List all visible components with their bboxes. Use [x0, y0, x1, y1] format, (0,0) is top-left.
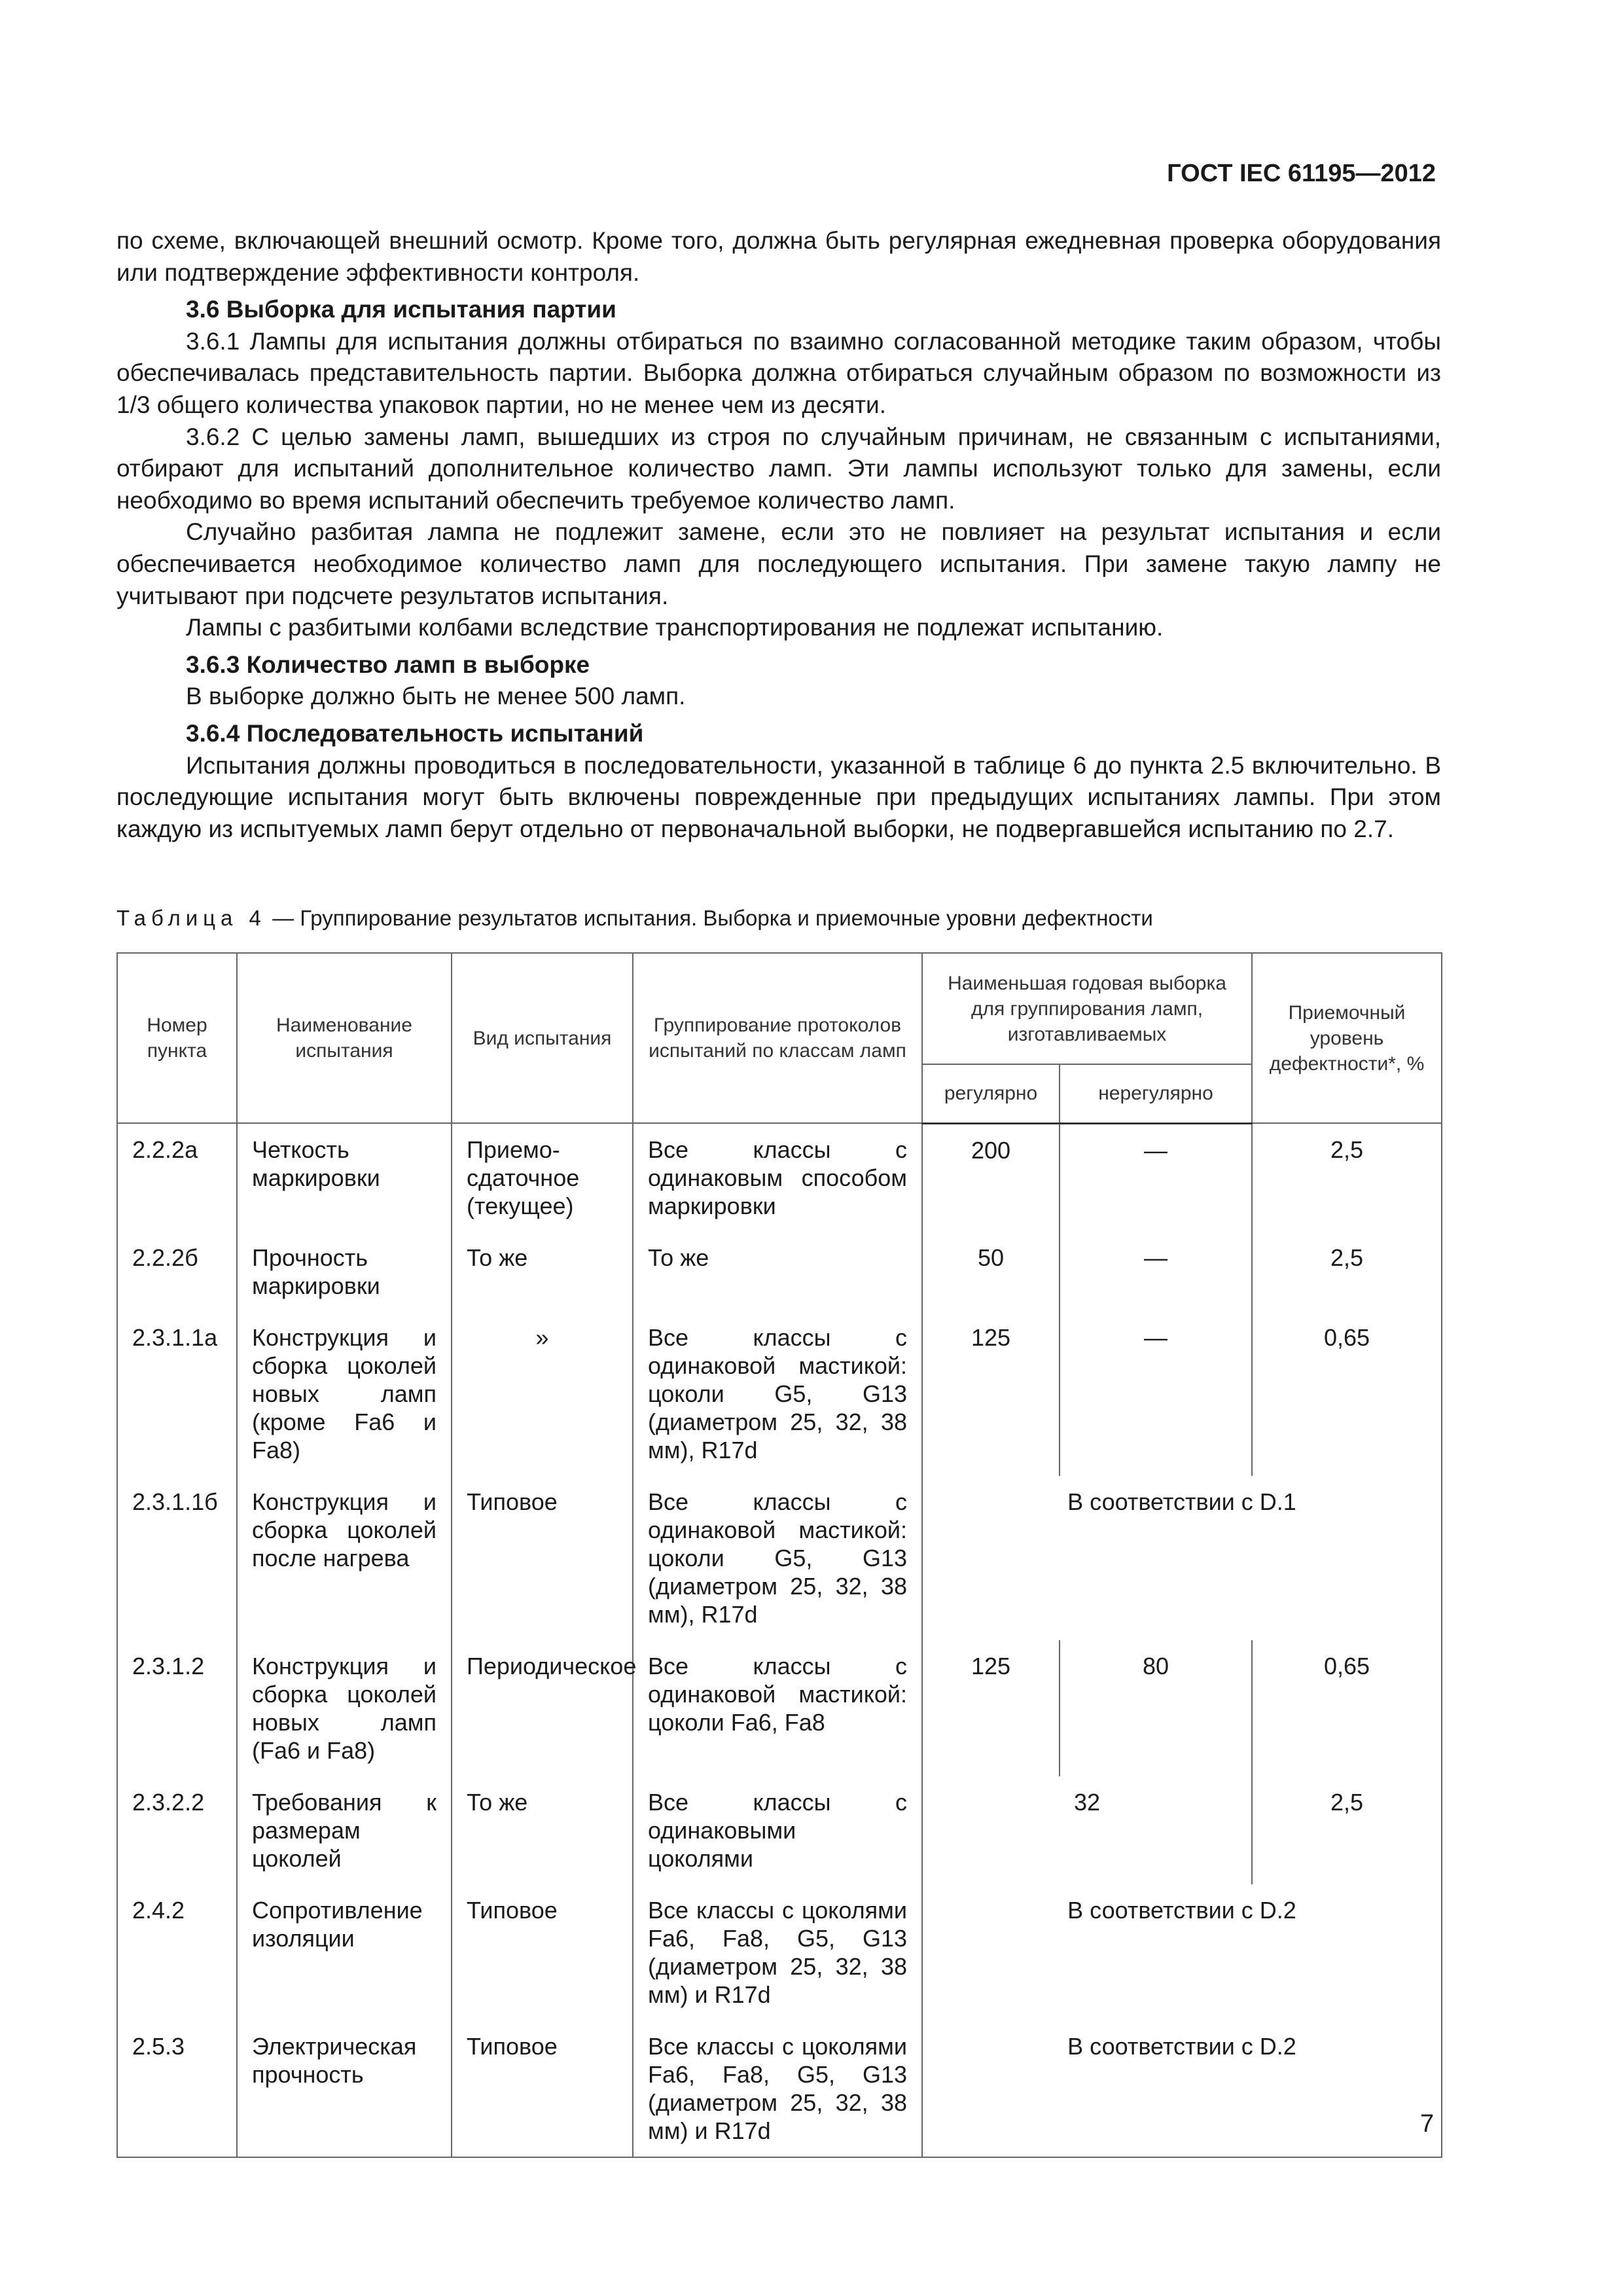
cell-regular: 50 [922, 1232, 1060, 1312]
cell-num: 2.4.2 [117, 1884, 237, 2020]
cell-group: Все классы с цоколями Fa6, Fa8, G5, G13 (диаметром 25, 32, 38 мм) и R17d [633, 2020, 922, 2157]
table-row [117, 1776, 1442, 1884]
cell-level: 2,5 [1252, 1776, 1442, 1884]
section-heading-3-6: 3.6 Выборка для испытания партии [186, 296, 616, 323]
cell-num: 2.3.1.2 [117, 1640, 237, 1776]
cell-num: 2.3.1.1б [117, 1476, 237, 1640]
table-caption-label: Таблица 4 [116, 906, 266, 930]
cell-type: Типовое [452, 1476, 633, 1640]
header-irregular: нерегулярно [1060, 1064, 1252, 1123]
cell-group: Все классы с одинаковой мастикой: цоколи G5, G13 (диаметром 25, 32, 38 мм), R17d [633, 1312, 922, 1476]
cell-sample: 32 [922, 1776, 1252, 1884]
cell-type: То же [452, 1232, 633, 1312]
cell-name: Конструкция и сборка цоколей после нагрева [237, 1476, 452, 1640]
cell-level: 2,5 [1252, 1123, 1442, 1232]
table-row [117, 1476, 1442, 1640]
paragraph-3-6-4: Испытания должны проводиться в последовательности, указанной в таблице 6 до пункта 2.5 включительно. В последующие испытания могут быть включены поврежденные при предыдущих испытаниях лампы. При этом каждую из испытуемых ламп берут отдельно от первоначальной выборки, не подвергавшейся испытанию по 2.7. [116, 751, 1441, 842]
cell-group: Все классы с одинаковой мастикой: цоколи G5, G13 (диаметром 25, 32, 38 мм), R17d [633, 1476, 922, 1640]
cell-num: 2.2.2а [117, 1123, 237, 1232]
header-sample: Наименьшая годовая выборка для группирования ламп, изготавливаемых [922, 953, 1252, 1064]
cell-name: Сопротивление изоляции [237, 1884, 452, 2020]
cell-group: Все классы с одинаковым способом маркировки [633, 1123, 922, 1232]
cell-merged-note: В соответствии с D.2 [922, 1884, 1442, 2020]
header-group: Группирование протоколов испытаний по классам ламп [633, 953, 922, 1123]
cell-name: Конструкция и сборка цоколей новых ламп (Fa6 и Fa8) [237, 1640, 452, 1776]
cell-name: Электрическая прочность [237, 2020, 452, 2157]
cell-level: 0,65 [1252, 1640, 1442, 1776]
cell-regular: 125 [922, 1312, 1060, 1476]
paragraph-3-6-2: 3.6.2 С целью замены ламп, вышедших из строя по случайным причинам, не связанным с испытаниями, отбирают для испытаний дополнительное количество ламп. Эти лампы используют только для замены, если необходимо во время испытаний обеспечить требуемое количество ламп. [116, 423, 1441, 514]
cell-name: Конструкция и сборка цоколей новых ламп (кроме Fa6 и Fa8) [237, 1312, 452, 1476]
cell-group: Все классы с одинаковой мастикой: цоколи Fa6, Fa8 [633, 1640, 922, 1776]
cell-irregular: — [1060, 1232, 1252, 1312]
cell-type: » [452, 1312, 633, 1476]
cell-name: Четкость маркировки [237, 1123, 452, 1232]
cell-group: То же [633, 1232, 922, 1312]
cell-num: 2.5.3 [117, 2020, 237, 2157]
cell-type: Периодическое [452, 1640, 633, 1776]
cell-irregular: 80 [1060, 1640, 1252, 1776]
table-row [117, 1232, 1442, 1312]
table-row [117, 1123, 1442, 1232]
paragraph-broken-lamp: Случайно разбитая лампа не подлежит замене, если это не повлияет на результат испытания и если обеспечивается необходимое количество ламп для последующего испытания. При замене такую лампу не учитывают при подсчете результатов испытания. [116, 518, 1441, 609]
cell-merged-note: В соответствии с D.1 [922, 1476, 1442, 1640]
section-heading-3-6-3: 3.6.3 Количество ламп в выборке [186, 651, 590, 678]
header-name: Наименование испытания [237, 953, 452, 1123]
cell-type: Типовое [452, 2020, 633, 2157]
cell-irregular: — [1060, 1123, 1252, 1232]
body-text [116, 225, 1441, 845]
paragraph-continuation: по схеме, включающей внешний осмотр. Кроме того, должна быть регулярная ежедневная проверка оборудования или подтверждение эффективности контроля. [116, 227, 1441, 286]
table-caption-text: — Группирование результатов испытания. Выборка и приемочные уровни дефектности [266, 906, 1153, 930]
header-regular: регулярно [922, 1064, 1060, 1123]
cell-type: То же [452, 1776, 633, 1884]
table-row [117, 1884, 1442, 2020]
header-type: Вид испытания [452, 953, 633, 1123]
header-level: Приемочный уровень дефектности*, % [1252, 953, 1442, 1123]
cell-regular: 125 [922, 1640, 1060, 1776]
paragraph-3-6-1: 3.6.1 Лампы для испытания должны отбираться по взаимно согласованной методике таким образом, чтобы обеспечивалась представительность партии. Выборка должна отбираться случайным образом по возможности из 1/3 общего количества упаковок партии, но не менее чем из десяти. [116, 327, 1441, 418]
cell-group: Все классы с одинаковыми цоколями [633, 1776, 922, 1884]
page-number: 7 [1420, 2110, 1435, 2138]
table-row [117, 2020, 1442, 2157]
cell-num: 2.2.2б [117, 1232, 237, 1312]
cell-level: 0,65 [1252, 1312, 1442, 1476]
document-designation: ГОСТ IEC 61195—2012 [1167, 160, 1436, 187]
table-row [117, 1640, 1442, 1776]
header-num: Номер пункта [117, 953, 237, 1123]
paragraph-transport: Лампы с разбитыми колбами вследствие транспортирования не подлежат испытанию. [186, 614, 1164, 641]
paragraph-3-6-3: В выборке должно быть не менее 500 ламп. [186, 683, 686, 710]
cell-level: 2,5 [1252, 1232, 1442, 1312]
cell-type: Типовое [452, 1884, 633, 2020]
table-row [117, 1312, 1442, 1476]
cell-merged-note: В соответствии с D.2 [922, 2020, 1442, 2157]
cell-group: Все классы с цоколями Fa6, Fa8, G5, G13 (диаметром 25, 32, 38 мм) и R17d [633, 1884, 922, 2020]
cell-irregular: — [1060, 1312, 1252, 1476]
section-heading-3-6-4: 3.6.4 Последовательность испытаний [186, 719, 644, 747]
table-caption [116, 906, 1153, 931]
cell-regular: 200 [922, 1123, 1060, 1232]
cell-num: 2.3.1.1а [117, 1312, 237, 1476]
cell-type: Приемо-сдаточное (текущее) [452, 1123, 633, 1232]
cell-name: Требования к размерам цоколей [237, 1776, 452, 1884]
cell-name: Прочность маркировки [237, 1232, 452, 1312]
results-table [116, 952, 1442, 2158]
cell-num: 2.3.2.2 [117, 1776, 237, 1884]
